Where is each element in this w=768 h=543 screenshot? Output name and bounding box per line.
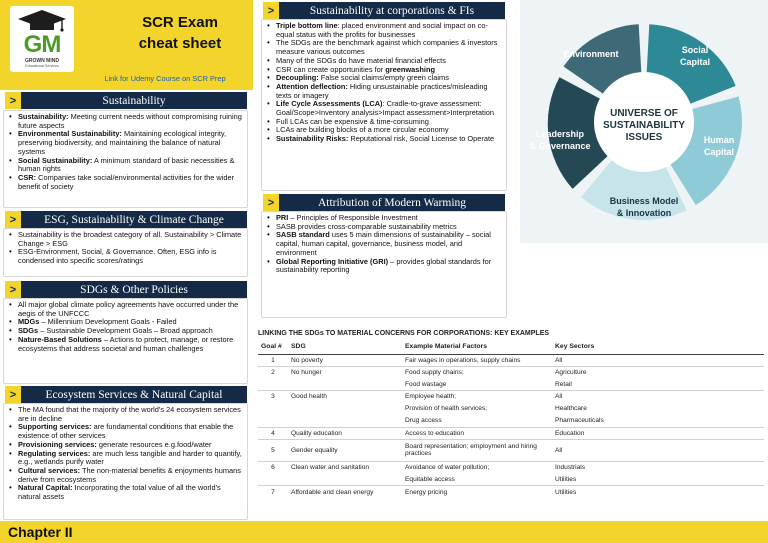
factor-cell: Access to education xyxy=(402,427,552,439)
factor-cell: Equitable access xyxy=(405,475,455,483)
table-row xyxy=(258,439,764,461)
goal-cell: 3 xyxy=(258,391,288,403)
logo-tagline: Educational Services xyxy=(25,64,59,68)
sustainability-title: Sustainability xyxy=(102,94,166,107)
table-header: Example Material Factors xyxy=(402,340,552,354)
wheel-center-line-1: UNIVERSE OF xyxy=(610,108,678,119)
sustainability-wheel xyxy=(520,0,768,243)
list-item: • CSR: Companies take social/environmental activities for the wider benefit of society xyxy=(7,174,244,191)
ecosystem-box xyxy=(3,403,248,520)
list-item: • MDGs – Millennium Development Goals - Failed xyxy=(7,318,244,327)
ecosystem-title: Ecosystem Services & Natural Capital xyxy=(45,388,223,401)
sdgs-banner xyxy=(5,281,247,298)
wheel-label-leadership-1: Leadership xyxy=(535,129,585,139)
list-item: • Many of the SDGs do have material financial effects xyxy=(265,57,503,66)
sector-cell: Agriculture xyxy=(552,366,764,378)
chevron-right-icon: > xyxy=(5,386,21,403)
factor-cell: Drug access xyxy=(405,417,442,425)
table-row xyxy=(258,461,764,473)
sdg-cell: Good health xyxy=(288,391,402,403)
table-row xyxy=(258,427,764,439)
list-item: • CSR can create opportunities for greenwashing xyxy=(265,66,503,75)
list-item: • Nature-Based Solutions – Actions to protect, manage, or restore ecosystems that address societal and human challenges xyxy=(7,336,244,353)
wheel-center-line-3: ISSUES xyxy=(625,132,663,143)
sector-cell: Utilities xyxy=(555,475,577,483)
table-header: Goal # xyxy=(258,340,288,354)
wheel-label-human-1: Human xyxy=(703,135,735,145)
table-header: Key Sectors xyxy=(552,340,764,354)
warming-box xyxy=(261,211,507,318)
factor-cell: Employee health; xyxy=(402,391,552,403)
factor-cell: Food supply chains; xyxy=(402,366,552,378)
sdg-cell: No poverty xyxy=(291,356,323,364)
esg-title: ESG, Sustainability & Climate Change xyxy=(44,213,224,226)
sustainability-banner xyxy=(5,92,247,109)
sector-cell: Retail xyxy=(555,380,572,388)
table-header-row xyxy=(258,340,764,354)
list-item: • ESG-Environment, Social, & Governance. Often, ESG info is condensed into specific scores/ratings xyxy=(7,248,244,265)
sdg-table-wrap xyxy=(258,340,764,498)
list-item: • Regulating services: are much less tangible and harder to quantify, e.g., wetlands purify water xyxy=(7,450,244,467)
list-item: • SASB provides cross-comparable sustainability metrics xyxy=(265,223,503,232)
table-row xyxy=(258,378,764,390)
table-row xyxy=(258,366,764,378)
list-item: • All major global climate policy agreements have occurred under the aegis of the UNFCCC xyxy=(7,301,244,318)
page-title xyxy=(120,12,240,54)
list-item: • Attention deflection: Hiding unsustainable practices/misleading texts or imagery xyxy=(265,83,503,100)
logo-name: GROWN MIND xyxy=(25,58,59,64)
factor-cell: Food wastage xyxy=(405,380,447,388)
list-item: • Social Sustainability: A minimum standard of basic necessities & human rights xyxy=(7,157,244,174)
sector-cell: All xyxy=(555,356,563,364)
sdg-table xyxy=(258,340,764,498)
ecosystem-banner xyxy=(5,386,247,403)
factor-cell: Board representation; employment and hiring practices xyxy=(402,439,552,461)
sdg-cell: Clean water and sanitation xyxy=(288,461,402,473)
table-row xyxy=(258,403,764,415)
list-item: • SASB standard uses 5 main dimensions of sustainability – social capital, human capital, governance, business model, and environment xyxy=(265,231,503,257)
list-item: • Natural Capital: Incorporating the total value of all the world's natural assets xyxy=(7,484,244,501)
table-row xyxy=(258,391,764,403)
sector-cell: Utilities xyxy=(552,486,764,498)
list-item: • The MA found that the majority of the world's 24 ecosystem services are in decline xyxy=(7,406,244,423)
factor-cell: Fair wages in operations, supply chains xyxy=(405,356,521,364)
list-item: • Life Cycle Assessments (LCA): Cradle-to-grave assessment: Goal/Scope>Inventory analysis>Impact assessment>Interpretation xyxy=(265,100,503,117)
goal-cell: 4 xyxy=(258,427,288,439)
chevron-right-icon: > xyxy=(5,281,21,298)
wheel-label-business-1: Business Model xyxy=(609,196,679,206)
list-item: • LCAs are building blocks of a more circular economy xyxy=(265,126,503,135)
list-item: • The SDGs are the benchmark against which companies & investors measure various outcomes xyxy=(265,39,503,56)
corporations-title: Sustainability at corporations & FIs xyxy=(309,4,475,17)
table-header: SDG xyxy=(288,340,402,354)
logo xyxy=(10,6,74,72)
sdg-cell: No hunger xyxy=(288,366,402,378)
list-item: • Provisioning services: generate resources e.g.food/water xyxy=(7,441,244,450)
chevron-right-icon: > xyxy=(263,2,279,19)
corporations-box xyxy=(261,19,507,191)
list-item: • Triple bottom line: placed environment and social impact on co-equal status with the profits for businesses xyxy=(265,22,503,39)
sector-cell: Pharmaceuticals xyxy=(555,417,604,425)
factor-cell: Energy pricing xyxy=(402,486,552,498)
corporations-banner xyxy=(263,2,505,19)
chevron-right-icon: > xyxy=(5,211,21,228)
wheel-label-social-1: Social xyxy=(681,45,709,55)
list-item: • Supporting services: are fundamental conditions that enable the existence of other services xyxy=(7,423,244,440)
sustainability-box xyxy=(3,110,248,208)
list-item: • Sustainability: Meeting current needs without compromising ruining future aspects xyxy=(7,113,244,130)
wheel-label-human-2: Capital xyxy=(703,147,735,157)
logo-initials: GM xyxy=(23,31,61,58)
page-title-line-1: SCR Exam xyxy=(142,14,218,31)
list-item: • Sustainability is the broadest category of all. Sustainability > Climate Change > ESG xyxy=(7,231,244,248)
goal-cell: 5 xyxy=(258,439,288,461)
wheel-label-environment: Environment xyxy=(563,49,619,59)
sdg-table-caption: LINKING THE SDGs TO MATERIAL CONCERNS FOR CORPORATIONS: KEY EXAMPLES xyxy=(258,330,550,337)
table-row xyxy=(258,474,764,486)
chapter-label: Chapter II xyxy=(8,524,73,540)
sector-cell: Industrials xyxy=(552,461,764,473)
list-item: • Global Reporting Initiative (GRI) – provides global standards for sustainability reporting xyxy=(265,258,503,275)
list-item: • Cultural services: The non-material benefits & enjoyments humans derive from ecosystems xyxy=(7,467,244,484)
list-item: • Decoupling: False social claims/empty green claims xyxy=(265,74,503,83)
goal-cell: 7 xyxy=(258,486,288,498)
page-title-line-2: cheat sheet xyxy=(138,35,222,52)
wheel-label-leadership-2: & Governance xyxy=(529,141,591,151)
sector-cell: All xyxy=(552,391,764,403)
list-item: • Full LCAs can be expensive & time-consuming xyxy=(265,118,503,127)
esg-banner xyxy=(5,211,247,228)
list-item: • Sustainability Risks: Reputational risk, Social License to Operate xyxy=(265,135,503,144)
sdgs-box xyxy=(3,298,248,384)
list-item: • Environmental Sustainability: Maintaining ecological integrity, preserving biodiversity, and maintaining the balance of natural systems xyxy=(7,130,244,156)
esg-box xyxy=(3,228,248,277)
footer-bar xyxy=(0,521,768,543)
table-row xyxy=(258,415,764,427)
goal-cell: 2 xyxy=(258,366,288,378)
table-row xyxy=(258,486,764,498)
wheel-label-social-2: Capital xyxy=(679,57,711,67)
udemy-course-link[interactable]: Link for Udemy Course on SCR Prep xyxy=(104,74,226,83)
chevron-right-icon: > xyxy=(263,194,279,211)
warming-title: Attribution of Modern Warming xyxy=(317,196,467,209)
sector-cell: Education xyxy=(552,427,764,439)
list-item: • SDGs – Sustainable Development Goals – Broad approach xyxy=(7,327,244,336)
sector-cell: Healthcare xyxy=(555,405,587,413)
goal-cell: 6 xyxy=(258,461,288,473)
factor-cell: Provision of health services; xyxy=(405,405,488,413)
sector-cell: All xyxy=(552,439,764,461)
factor-cell: Avoidance of water pollution; xyxy=(402,461,552,473)
sustainability-wheel-panel xyxy=(520,0,768,243)
wheel-label-business-2: & Innovation xyxy=(616,208,672,218)
chevron-right-icon: > xyxy=(5,92,21,109)
sdg-cell: Gender equality xyxy=(288,439,402,461)
list-item: • PRI – Principles of Responsible Investment xyxy=(265,214,503,223)
sdg-cell: Quality education xyxy=(288,427,402,439)
table-row xyxy=(258,354,764,366)
warming-banner xyxy=(263,194,505,211)
sdgs-title: SDGs & Other Policies xyxy=(80,283,188,296)
wheel-center-line-2: SUSTAINABILITY xyxy=(602,120,686,131)
sdg-cell: Affordable and clean energy xyxy=(288,486,402,498)
goal-cell: 1 xyxy=(271,356,275,364)
